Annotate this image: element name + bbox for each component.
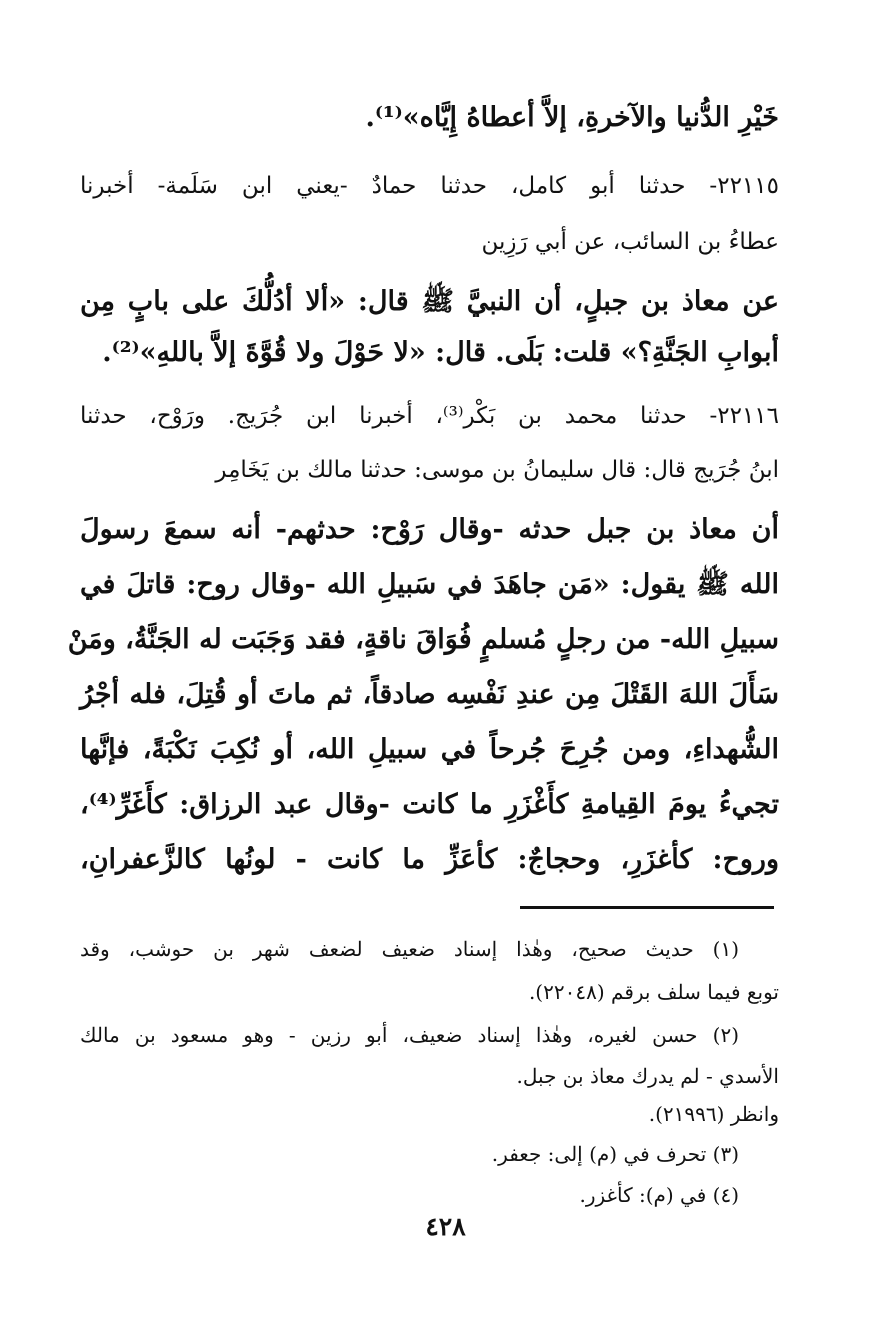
hadith-22116-matn-line-2: الله ﷺ يقول: «مَن جاهَدَ في سَبيلِ الله -وقال روح: قاتلَ في — [80, 569, 779, 600]
hadith-22116-matn-line-6: تجيءُ يومَ القِيامةِ كأَغْزَرِ ما كانت -وقال عبد الرزاق: كأَغَرِّ⁽⁴⁾، — [80, 789, 779, 820]
footnote-1-line-1: (١) حديث صحيح، وهٰذا إسناد ضعيف لضعف شهر بن حوشب، وقد — [80, 937, 739, 961]
text-line-1: خَيْرِ الدُّنيا والآخرةِ، إلاَّ أعطاهُ إِيَّاه»⁽¹⁾. — [365, 102, 779, 133]
hadith-22115-matn-line-1: عن معاذ بن جبلٍ، أن النبيَّ ﷺ قال: «ألا أدُلُّكَ على بابٍ مِن — [80, 286, 779, 317]
hadith-22116-matn-line-3: سبيلِ الله- من رجلٍ مُسلمٍ فُوَاقَ ناقةٍ، فقد وَجَبَت له الجَنَّةُ، ومَنْ — [67, 624, 779, 655]
footnote-separator — [520, 906, 774, 909]
hadith-22116-matn-line-4: سَأَلَ اللهَ القَتْلَ مِن عندِ نَفْسِه صادقاً، ثم ماتَ أو قُتِلَ، فله أجْرُ — [80, 679, 779, 710]
hadith-22116-matn-line-5: الشُّهداءِ، ومن جُرِحَ جُرحاً في سبيلِ الله، أو نُكِبَ نَكْبَةً، فإنَّها — [80, 734, 779, 765]
hadith-22115-isnad-line-1: ٢٢١١٥- حدثنا أبو كامل، حدثنا حمادٌ -يعني ابن سَلَمة- أخبرنا — [80, 173, 779, 199]
page-number: ٤٢٨ — [425, 1212, 466, 1241]
hadith-22115-isnad-line-2: عطاءُ بن السائب، عن أبي رَزِين — [481, 229, 779, 255]
footnote-2-line-3: وانظر (٢١٩٩٦). — [648, 1102, 779, 1126]
footnote-1-line-2: توبع فيما سلف برقم (٢٢٠٤٨). — [528, 980, 779, 1004]
hadith-22116-matn-line-1: أن معاذ بن جبل حدثه -وقال رَوْح: حدثهم- أنه سمعَ رسولَ — [80, 514, 779, 545]
hadith-22116-isnad-line-2: ابنُ جُرَيج قال: قال سليمانُ بن موسى: حدثنا مالك بن يَخَامِر — [215, 457, 779, 483]
footnote-4: (٤) في (م): كأغزر. — [579, 1183, 739, 1207]
hadith-22116-matn-line-7: وروح: كأغزَرِ، وحجاجٌ: كأعَزِّ ما كانت - لونُها كالزَّعفرانِ، — [80, 844, 779, 875]
hadith-22116-isnad-line-1: ٢٢١١٦- حدثنا محمد بن بَكْر⁽³⁾، أخبرنا ابن جُرَيج. ورَوْح، حدثنا — [80, 403, 780, 429]
footnote-3: (٣) تحرف في (م) إلى: جعفر. — [491, 1142, 739, 1166]
hadith-22115-matn-line-2: أبوابِ الجَنَّةِ؟» قلت: بَلَى. قال: «لا حَوْلَ ولا قُوَّةَ إلاَّ باللهِ»⁽²⁾. — [102, 337, 779, 368]
footnote-2-line-1: (٢) حسن لغيره، وهٰذا إسناد ضعيف، أبو رزين - وهو مسعود بن مالك — [80, 1023, 739, 1047]
footnote-2-line-2: الأسدي - لم يدرك معاذ بن جبل. — [516, 1064, 779, 1088]
